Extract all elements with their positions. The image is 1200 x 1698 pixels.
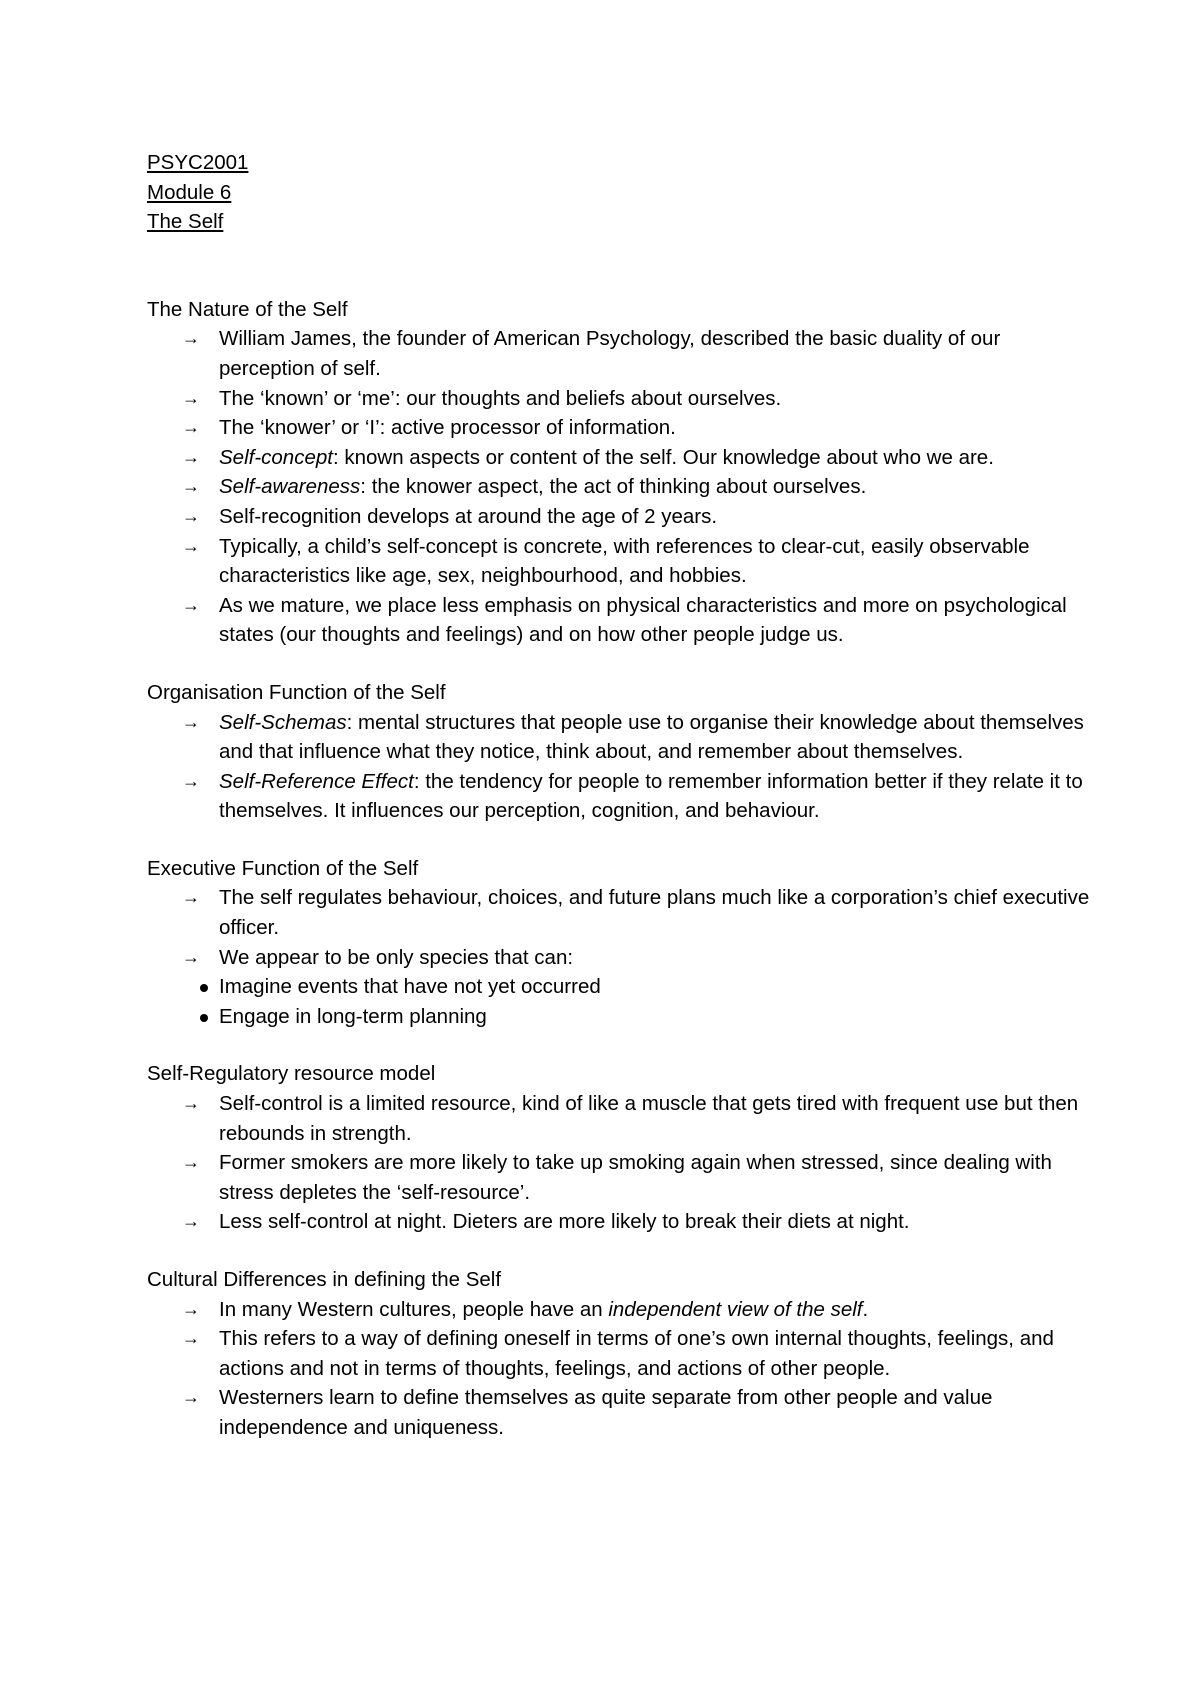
- bullet-item: [147, 1383, 1100, 1442]
- bullet-item: [147, 943, 1100, 973]
- document-header: [147, 148, 1100, 237]
- section: [147, 1265, 1100, 1443]
- bullet-item: [147, 443, 1100, 473]
- bullet-item: [147, 324, 1100, 383]
- bullet-item: [147, 1148, 1100, 1207]
- arrow-bullet-icon: →: [182, 770, 200, 791]
- bullet-text: Self-control is a limited resource, kind of like a muscle that gets tired with frequent use but then rebounds in strength.: [219, 1092, 1079, 1145]
- italic-term: Self-Reference Effect: [219, 769, 414, 793]
- section: [147, 1059, 1100, 1237]
- bullet-text: Former smokers are more likely to take up smoking again when stressed, since dealing with stress depletes the ‘self-resource’.: [219, 1151, 1052, 1204]
- italic-term: independent view of the self: [608, 1297, 863, 1321]
- bullet-text: William James, the founder of American Psychology, described the basic duality of our perception of self.: [219, 327, 1001, 380]
- bullet-text: Self-recognition develops at around the age of 2 years.: [219, 504, 718, 528]
- sub-bullet-item: [147, 972, 1100, 1002]
- arrow-bullet-icon: →: [182, 505, 200, 526]
- arrow-bullet-icon: →: [182, 1328, 200, 1349]
- bullet-text: The ‘known’ or ‘me’: our thoughts and beliefs about ourselves.: [219, 386, 782, 410]
- bullet-list: [147, 708, 1100, 826]
- module-label: Module 6: [147, 180, 232, 204]
- italic-term: Self-concept: [219, 445, 333, 469]
- bullet-item: [147, 1089, 1100, 1148]
- dot-bullet-icon: [200, 1014, 208, 1022]
- bullet-text: Less self-control at night. Dieters are more likely to break their diets at night.: [219, 1210, 910, 1234]
- bullet-item: [147, 591, 1100, 650]
- bullet-text: In many Western cultures, people have an: [219, 1297, 609, 1321]
- arrow-bullet-icon: →: [182, 476, 200, 497]
- section-heading: Self-Regulatory resource model: [147, 1062, 436, 1086]
- arrow-bullet-icon: →: [182, 1387, 200, 1408]
- bullet-item: [147, 1207, 1100, 1237]
- section-heading: Organisation Function of the Self: [147, 680, 446, 704]
- section: [147, 854, 1100, 1032]
- bullet-text: As we mature, we place less emphasis on physical characteristics and more on psychological states (our thoughts and feelings) and on how other people judge us.: [219, 593, 1067, 647]
- bullet-item: [147, 502, 1100, 532]
- sub-bullet-text: Engage in long-term planning: [219, 1004, 487, 1028]
- section-heading: Cultural Differences in defining the Self: [147, 1268, 502, 1291]
- bullet-text: : known aspects or content of the self. Our knowledge about who we are.: [332, 445, 994, 469]
- dot-bullet-icon: [200, 984, 208, 992]
- bullet-text: : the tendency for people to remember information better if they relate it to themselves. It influences our perception, cognition, and behaviour.: [219, 769, 1083, 823]
- bullet-item: [147, 1324, 1100, 1383]
- course-code: PSYC2001: [147, 151, 249, 174]
- section-heading: Executive Function of the Self: [147, 856, 419, 880]
- bullet-text: This refers to a way of defining oneself in terms of one’s own internal thoughts, feelings, and actions and not in terms of thoughts, feelings, and actions of other people.: [219, 1327, 1054, 1380]
- bullet-text: Typically, a child’s self-concept is concrete, with references to clear-cut, easily observable characteristics like age, sex, neighbourhood, and hobbies.: [219, 534, 1030, 588]
- arrow-bullet-icon: →: [182, 946, 200, 967]
- bullet-list: [147, 324, 1100, 650]
- section: [147, 678, 1100, 826]
- bullet-item: [147, 532, 1100, 591]
- bullet-text: : mental structures that people use to organise their knowledge about themselves and that influence what they notice, think about, and remember about themselves.: [219, 710, 1084, 764]
- sub-bullet-item: [147, 1002, 1100, 1032]
- arrow-bullet-icon: →: [182, 328, 200, 349]
- italic-term: Self-awareness: [219, 475, 361, 499]
- arrow-bullet-icon: →: [182, 387, 200, 408]
- arrow-bullet-icon: →: [182, 446, 200, 467]
- arrow-bullet-icon: →: [182, 887, 200, 908]
- topic-title: The Self: [147, 210, 224, 234]
- bullet-item: [147, 413, 1100, 443]
- arrow-bullet-icon: →: [182, 1211, 200, 1232]
- document-body: [147, 295, 1100, 1443]
- bullet-text: The ‘knower’ or ‘I’: active processor of information.: [219, 416, 676, 440]
- sub-bullet-text: Imagine events that have not yet occurred: [219, 975, 601, 999]
- bullet-list: [147, 1295, 1100, 1443]
- bullet-text: We appear to be only species that can:: [219, 945, 574, 969]
- bullet-list: [147, 883, 1100, 1031]
- arrow-bullet-icon: →: [182, 1298, 200, 1319]
- section: [147, 295, 1100, 650]
- arrow-bullet-icon: →: [182, 711, 200, 732]
- bullet-text: Westerners learn to define themselves as quite separate from other people and value independence and uniqueness.: [219, 1386, 993, 1439]
- bullet-text: .: [862, 1297, 869, 1321]
- bullet-list: [147, 1089, 1100, 1237]
- section-heading: The Nature of the Self: [147, 297, 348, 321]
- bullet-text: The self regulates behaviour, choices, and future plans much like a corporation’s chief executive officer.: [219, 886, 1090, 940]
- bullet-item: [147, 883, 1100, 942]
- bullet-text: : the knower aspect, the act of thinking about ourselves.: [360, 475, 867, 499]
- arrow-bullet-icon: →: [182, 417, 200, 438]
- bullet-item: [147, 708, 1100, 767]
- arrow-bullet-icon: →: [182, 535, 200, 556]
- arrow-bullet-icon: →: [182, 1093, 200, 1114]
- bullet-item: [147, 384, 1100, 414]
- bullet-item: [147, 1295, 1100, 1325]
- bullet-item: [147, 472, 1100, 502]
- italic-term: Self-Schemas: [219, 710, 347, 734]
- arrow-bullet-icon: →: [182, 594, 200, 615]
- bullet-item: [147, 767, 1100, 826]
- arrow-bullet-icon: →: [182, 1152, 200, 1173]
